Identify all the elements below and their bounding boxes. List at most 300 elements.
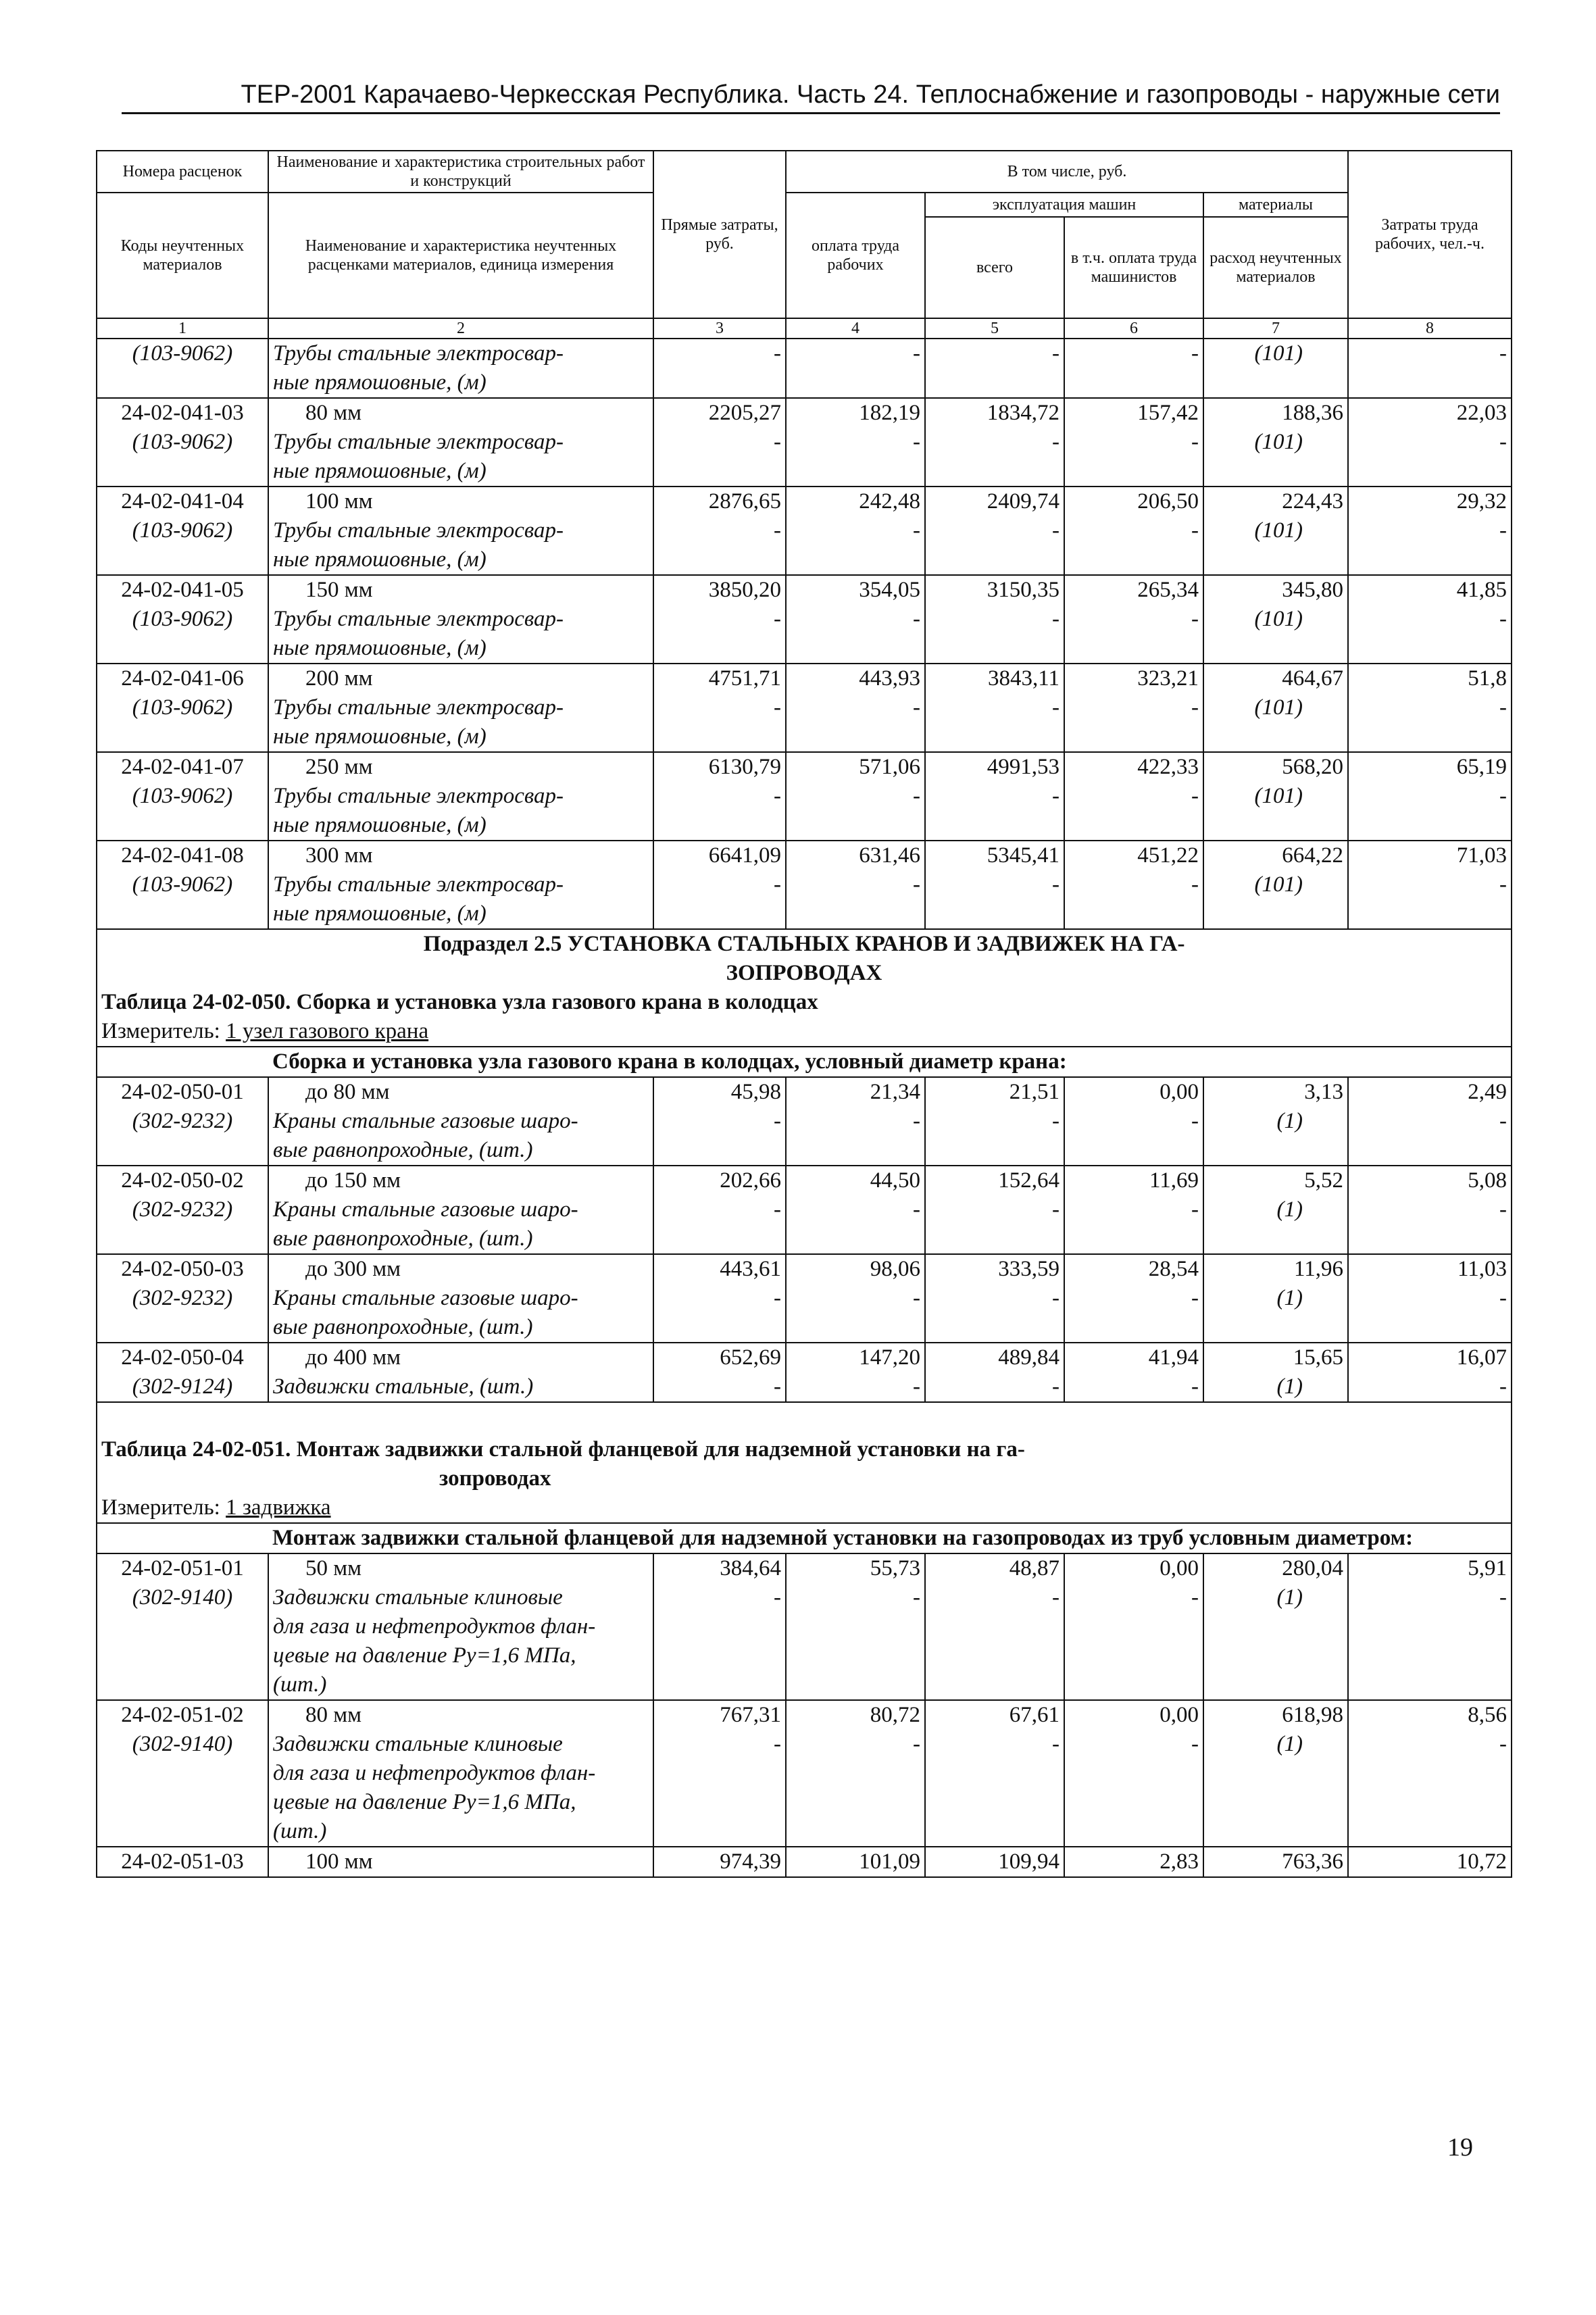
value: 2205,27 [708, 401, 781, 425]
value-cell [925, 664, 1064, 752]
table-row [97, 1343, 1512, 1402]
value-cell [786, 398, 925, 487]
material-code: (103-9062) [132, 341, 233, 366]
value: 15,65 [1293, 1345, 1343, 1370]
value-cell [1203, 575, 1348, 664]
value-cell [786, 1343, 925, 1402]
work-name: до 300 мм [305, 1257, 401, 1281]
rate-code: 24-02-041-05 [121, 578, 244, 602]
material-code: (302-9232) [132, 1286, 233, 1310]
work-name: 100 мм [305, 1849, 373, 1874]
material-value: - [1499, 695, 1507, 720]
material-value: - [1499, 1197, 1507, 1222]
value: 10,72 [1456, 1849, 1507, 1874]
material-value: - [774, 430, 781, 454]
value: 2,49 [1468, 1080, 1507, 1104]
header-machines: эксплуатация машин [925, 193, 1203, 217]
col-number: 2 [268, 318, 653, 339]
value-cell [1064, 398, 1203, 487]
rate-code-cell [97, 339, 268, 398]
table-row [97, 1166, 1512, 1254]
material-value: - [774, 1197, 781, 1222]
value: 2,83 [1159, 1849, 1199, 1874]
material-value: (1) [1276, 1732, 1303, 1756]
material-name: Трубы стальные электросвар- [273, 695, 564, 720]
material-name: (шт.) [273, 1672, 327, 1697]
subsection-line1: Подраздел 2.5 УСТАНОВКА СТАЛЬНЫХ КРАНОВ И ЗАДВИЖЕК НА ГА- [423, 932, 1185, 956]
value-cell [1203, 752, 1348, 841]
rate-code: 24-02-050-04 [121, 1345, 244, 1370]
material-value: - [1052, 1585, 1059, 1610]
material-code: (103-9062) [132, 607, 233, 631]
value-cell [925, 398, 1064, 487]
value: 0,00 [1159, 1556, 1199, 1580]
value-cell [1348, 1343, 1512, 1402]
value: 29,32 [1456, 489, 1507, 514]
header-machines-total: всего [925, 217, 1064, 318]
value: 1834,72 [987, 401, 1059, 425]
material-value: - [774, 872, 781, 897]
value-cell [1203, 1700, 1348, 1847]
value-cell [1348, 487, 1512, 575]
material-name: Трубы стальные электросвар- [273, 518, 564, 543]
value: 5,08 [1468, 1168, 1507, 1193]
rate-code-cell [97, 398, 268, 487]
work-name-cell [268, 752, 653, 841]
value-cell [1203, 1077, 1348, 1166]
header-materials: материалы [1203, 193, 1348, 217]
value-cell [1064, 1343, 1203, 1402]
value-cell [1203, 841, 1348, 929]
material-name: Краны стальные газовые шаро- [273, 1109, 578, 1133]
header-machinist-wages: в т.ч. оплата труда машинистов [1064, 217, 1203, 318]
value-cell [653, 841, 786, 929]
work-name: 80 мм [305, 1703, 362, 1727]
value: 28,54 [1148, 1257, 1199, 1281]
value: 5,91 [1468, 1556, 1507, 1580]
value-cell [1064, 1166, 1203, 1254]
work-name: 100 мм [305, 489, 373, 514]
value-cell [925, 1847, 1064, 1877]
material-value: - [913, 430, 920, 454]
value: 45,98 [730, 1080, 781, 1104]
material-value: - [1052, 1286, 1059, 1310]
value: 345,80 [1282, 578, 1343, 602]
value: 489,84 [998, 1345, 1059, 1370]
table-051-title-line1: Таблица 24-02-051. Монтаж задвижки стальной фланцевой для надземной установки на га- [101, 1437, 1025, 1462]
header-col1-top: Номера расценок [97, 151, 268, 193]
rate-code-cell [97, 1847, 268, 1877]
material-value: - [1052, 872, 1059, 897]
work-name: до 400 мм [305, 1345, 401, 1370]
value: 451,22 [1137, 843, 1199, 868]
rate-code-cell [97, 1700, 268, 1847]
value: 0,00 [1159, 1080, 1199, 1104]
value-cell [1348, 752, 1512, 841]
value-cell [1064, 752, 1203, 841]
material-value: - [1191, 1732, 1199, 1756]
material-value: - [1499, 872, 1507, 897]
material-value: - [1191, 1585, 1199, 1610]
value: 631,46 [859, 843, 920, 868]
value: 280,04 [1282, 1556, 1343, 1580]
work-name-cell [268, 1700, 653, 1847]
value: 109,94 [998, 1849, 1059, 1874]
subsection-line2: ЗОПРОВОДАХ [726, 961, 882, 985]
table-row [97, 398, 1512, 487]
value: 11,03 [1457, 1257, 1507, 1281]
value-cell [1064, 1254, 1203, 1343]
work-name-cell [268, 841, 653, 929]
material-value: - [774, 607, 781, 631]
value-cell [1348, 1166, 1512, 1254]
value: 101,09 [859, 1849, 920, 1874]
material-value: - [913, 1732, 920, 1756]
value: 618,98 [1282, 1703, 1343, 1727]
material-value: - [913, 872, 920, 897]
table-row [97, 339, 1512, 398]
value-cell [1348, 575, 1512, 664]
table-row [97, 487, 1512, 575]
material-name: вые равнопроходные, (шт.) [273, 1315, 533, 1339]
table-050-group: Сборка и установка узла газового крана в колодцах, условный диаметр крана: [268, 1047, 1512, 1077]
value: 571,06 [859, 755, 920, 779]
value: 4751,71 [708, 666, 781, 691]
material-name: ные прямошовные, (м) [273, 370, 487, 395]
rate-code-cell [97, 841, 268, 929]
table-051-measure: Измеритель: 1 задвижка [97, 1493, 1512, 1523]
material-value: - [1191, 1197, 1199, 1222]
material-name: ные прямошовные, (м) [273, 547, 487, 572]
rate-code: 24-02-050-02 [121, 1168, 244, 1193]
material-value: (1) [1276, 1374, 1303, 1399]
value-cell [786, 1254, 925, 1343]
material-value: - [913, 784, 920, 808]
material-value: - [1052, 1109, 1059, 1133]
value-cell [786, 487, 925, 575]
value: 8,56 [1468, 1703, 1507, 1727]
value-cell [786, 841, 925, 929]
material-value: - [1191, 518, 1199, 543]
value-cell [1064, 339, 1203, 398]
work-name: 150 мм [305, 578, 373, 602]
material-value: - [1191, 695, 1199, 720]
value-cell [925, 1700, 1064, 1847]
value: 67,61 [1009, 1703, 1059, 1727]
value-cell [1064, 841, 1203, 929]
value-cell [1203, 1166, 1348, 1254]
value: 41,94 [1148, 1345, 1199, 1370]
rate-code-cell [97, 575, 268, 664]
material-name: ные прямошовные, (м) [273, 901, 487, 926]
material-code: (302-9140) [132, 1585, 233, 1610]
value-cell [1203, 339, 1348, 398]
material-name: ные прямошовные, (м) [273, 636, 487, 660]
material-value: - [913, 607, 920, 631]
value-cell [653, 339, 786, 398]
rate-code-cell [97, 1343, 268, 1402]
value: 65,19 [1456, 755, 1507, 779]
material-value: (1) [1276, 1585, 1303, 1610]
work-name-cell [268, 339, 653, 398]
table-050-measure: Измеритель: 1 узел газового крана [97, 1017, 1512, 1047]
material-value: - [1191, 1374, 1199, 1399]
value-cell [786, 575, 925, 664]
col-number: 8 [1348, 318, 1512, 339]
rate-code: 24-02-051-02 [121, 1703, 244, 1727]
material-value: - [913, 695, 920, 720]
work-name: до 80 мм [305, 1080, 390, 1104]
table-row [97, 752, 1512, 841]
material-name: ные прямошовные, (м) [273, 724, 487, 749]
subsection-title [97, 929, 1512, 988]
value-cell [925, 1254, 1064, 1343]
col-number: 5 [925, 318, 1064, 339]
value: 71,03 [1456, 843, 1507, 868]
value-cell [925, 575, 1064, 664]
table-051-group: Монтаж задвижки стальной фланцевой для надземной установки на газопроводах из труб условным диаметром: [268, 1523, 1512, 1553]
table-row [97, 841, 1512, 929]
material-name: для газа и нефтепродуктов флан- [273, 1614, 596, 1639]
value-cell [786, 1166, 925, 1254]
value-cell [1348, 339, 1512, 398]
material-name: Задвижки стальные клиновые [273, 1585, 563, 1610]
value: 6641,09 [708, 843, 781, 868]
table-row [97, 1553, 1512, 1700]
value-cell [925, 752, 1064, 841]
material-value: - [1191, 872, 1199, 897]
material-name: Трубы стальные электросвар- [273, 430, 564, 454]
material-value: - [913, 1585, 920, 1610]
work-name-cell [268, 398, 653, 487]
value-cell [786, 1847, 925, 1877]
table-051-title [97, 1402, 1512, 1493]
rate-code-cell [97, 487, 268, 575]
table-050-title: Таблица 24-02-050. Сборка и установка узла газового крана в колодцах [97, 988, 1512, 1017]
rate-code-cell [97, 1166, 268, 1254]
material-value: - [1191, 341, 1199, 366]
value-cell [925, 487, 1064, 575]
rates-table [96, 150, 1512, 1878]
work-name-cell [268, 1166, 653, 1254]
col-number: 1 [97, 318, 268, 339]
value-cell [653, 1166, 786, 1254]
rate-code-cell [97, 664, 268, 752]
col-number: 6 [1064, 318, 1203, 339]
rate-code: 24-02-041-06 [121, 666, 244, 691]
material-value: - [1499, 1585, 1507, 1610]
material-value: (1) [1276, 1286, 1303, 1310]
value-cell [925, 1077, 1064, 1166]
table-row [97, 664, 1512, 752]
material-code: (302-9124) [132, 1374, 233, 1399]
value-cell [1064, 487, 1203, 575]
value-cell [1064, 1553, 1203, 1700]
value: 3843,11 [987, 666, 1059, 691]
material-value: - [1191, 1109, 1199, 1133]
material-value: - [1052, 1197, 1059, 1222]
material-value: - [913, 518, 920, 543]
value-cell [1203, 664, 1348, 752]
value-cell [1348, 398, 1512, 487]
value-cell [786, 1077, 925, 1166]
work-name: 50 мм [305, 1556, 362, 1580]
value: 21,51 [1009, 1080, 1059, 1104]
rate-code: 24-02-051-03 [121, 1849, 244, 1874]
rate-code: 24-02-051-01 [121, 1556, 244, 1580]
work-name-cell [268, 1553, 653, 1700]
material-value: - [1052, 784, 1059, 808]
value: 80,72 [870, 1703, 920, 1727]
material-value: - [1191, 784, 1199, 808]
col-number: 7 [1203, 318, 1348, 339]
page-header [122, 69, 1500, 114]
material-value: - [1052, 518, 1059, 543]
value: 157,42 [1137, 401, 1199, 425]
value: 2409,74 [987, 489, 1059, 514]
value-cell [653, 398, 786, 487]
header-including: В том числе, руб. [786, 151, 1348, 193]
material-value: - [774, 518, 781, 543]
header-col1-bottom: Коды неучтенных материалов [97, 193, 268, 318]
material-name: (шт.) [273, 1819, 327, 1843]
value-cell [1348, 841, 1512, 929]
material-value: - [774, 784, 781, 808]
value-cell [925, 1343, 1064, 1402]
material-code: (103-9062) [132, 518, 233, 543]
material-name: вые равнопроходные, (шт.) [273, 1138, 533, 1162]
value-cell [1348, 1553, 1512, 1700]
work-name: до 150 мм [305, 1168, 401, 1193]
value-cell [653, 487, 786, 575]
value-cell [1064, 1700, 1203, 1847]
work-name-cell [268, 575, 653, 664]
value-cell [653, 752, 786, 841]
work-name: 250 мм [305, 755, 373, 779]
header-labor: Затраты труда рабочих, чел.-ч. [1348, 151, 1512, 318]
material-value: - [1052, 695, 1059, 720]
material-value: - [774, 1585, 781, 1610]
value: 265,34 [1137, 578, 1199, 602]
value: 384,64 [720, 1556, 781, 1580]
value-cell [925, 1166, 1064, 1254]
value: 4991,53 [987, 755, 1059, 779]
header-direct-costs: Прямые затраты, руб. [653, 151, 786, 318]
material-value: - [1499, 1374, 1507, 1399]
value-cell [925, 339, 1064, 398]
material-value: (101) [1254, 341, 1303, 366]
material-value: - [913, 341, 920, 366]
table-row [97, 1847, 1512, 1877]
material-value: - [913, 1109, 920, 1133]
value: 48,87 [1009, 1556, 1059, 1580]
work-name-cell [268, 1847, 653, 1877]
work-name-cell [268, 487, 653, 575]
material-name: ные прямошовные, (м) [273, 459, 487, 483]
value: 202,66 [720, 1168, 781, 1193]
table-050-measure-value: 1 узел газового крана [226, 1019, 429, 1043]
value: 568,20 [1282, 755, 1343, 779]
table-row [97, 1077, 1512, 1166]
material-name: цевые на давление Py=1,6 МПа, [273, 1790, 576, 1814]
value: 443,61 [720, 1257, 781, 1281]
value: 5345,41 [987, 843, 1059, 868]
value-cell [786, 339, 925, 398]
material-name: Краны стальные газовые шаро- [273, 1286, 578, 1310]
material-name: Краны стальные газовые шаро- [273, 1197, 578, 1222]
material-name: Трубы стальные электросвар- [273, 784, 564, 808]
rate-code-cell [97, 752, 268, 841]
work-name-cell [268, 1077, 653, 1166]
rate-code-cell [97, 1077, 268, 1166]
material-value: - [1052, 430, 1059, 454]
col-number: 4 [786, 318, 925, 339]
value-cell [653, 575, 786, 664]
material-value: (101) [1254, 607, 1303, 631]
material-value: (101) [1254, 784, 1303, 808]
value: 224,43 [1282, 489, 1343, 514]
value-cell [1203, 1254, 1348, 1343]
rate-code: 24-02-050-01 [121, 1080, 244, 1104]
value-cell [1348, 1700, 1512, 1847]
material-value: (1) [1276, 1197, 1303, 1222]
material-name: Задвижки стальные, (шт.) [273, 1374, 534, 1399]
value: 664,22 [1282, 843, 1343, 868]
value-cell [1348, 664, 1512, 752]
material-value: - [1052, 607, 1059, 631]
value: 974,39 [720, 1849, 781, 1874]
value-cell [1064, 1847, 1203, 1877]
material-code: (103-9062) [132, 430, 233, 454]
table-row [97, 1700, 1512, 1847]
rate-code: 24-02-041-08 [121, 843, 244, 868]
material-value: (101) [1254, 518, 1303, 543]
value: 354,05 [859, 578, 920, 602]
value: 55,73 [870, 1556, 920, 1580]
value: 3,13 [1304, 1080, 1343, 1104]
material-value: - [1499, 341, 1507, 366]
value-cell [653, 1343, 786, 1402]
material-value: - [1052, 341, 1059, 366]
value-cell [653, 1847, 786, 1877]
material-value: - [774, 1374, 781, 1399]
value: 188,36 [1282, 401, 1343, 425]
material-value: - [1499, 1732, 1507, 1756]
table-051-measure-value: 1 задвижка [226, 1495, 331, 1520]
rate-code: 24-02-041-03 [121, 401, 244, 425]
value: 333,59 [998, 1257, 1059, 1281]
rate-code-cell [97, 1553, 268, 1700]
value-cell [653, 1700, 786, 1847]
work-name-cell [268, 664, 653, 752]
value-cell [786, 664, 925, 752]
rate-code: 24-02-041-07 [121, 755, 244, 779]
material-value: - [1191, 1286, 1199, 1310]
material-name: Трубы стальные электросвар- [273, 872, 564, 897]
material-value: - [774, 341, 781, 366]
material-code: (302-9232) [132, 1109, 233, 1133]
value-cell [653, 1553, 786, 1700]
table-row [97, 575, 1512, 664]
value-cell [1348, 1847, 1512, 1877]
material-name: вые равнопроходные, (шт.) [273, 1226, 533, 1251]
material-value: - [774, 1286, 781, 1310]
value: 11,69 [1149, 1168, 1199, 1193]
material-value: (1) [1276, 1109, 1303, 1133]
material-value: (101) [1254, 430, 1303, 454]
material-value: - [1499, 607, 1507, 631]
col-number: 3 [653, 318, 786, 339]
